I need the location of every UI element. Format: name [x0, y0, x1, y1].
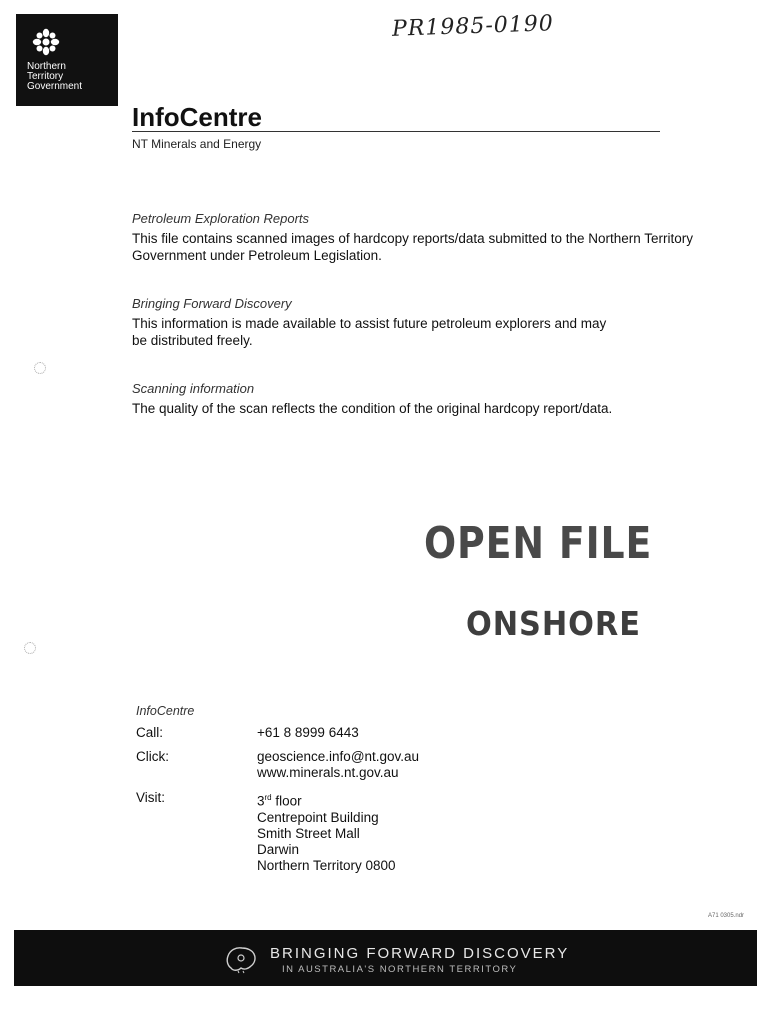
address-line: Centrepoint Building: [257, 809, 379, 825]
section-body-bringing-forward: [132, 315, 606, 349]
logo-line: Government: [27, 81, 83, 92]
section-body-scanning: [132, 400, 612, 417]
email-link[interactable]: geoscience.info@nt.gov.au: [257, 749, 420, 764]
footer-tagline: BRINGING FORWARD DISCOVERY: [270, 945, 570, 962]
handwritten-reference: PR1985-0190: [391, 11, 555, 42]
visit-address: [257, 790, 396, 874]
open-file-stamp: OPEN FILE: [424, 518, 653, 569]
address-line: Northern Territory 0800: [257, 857, 396, 873]
section-heading-petroleum-reports: Petroleum Exploration Reports: [132, 211, 310, 226]
page-subtitle: NT Minerals and Energy: [132, 137, 262, 151]
website-link[interactable]: www.minerals.nt.gov.au: [257, 765, 399, 780]
address-floor: 3rd floor: [257, 793, 302, 809]
body-line: This file contains scanned images of hardcopy reports/data submitted to the Northern Territory: [132, 231, 694, 246]
visit-label: Visit:: [136, 790, 166, 805]
contact-heading: InfoCentre: [136, 704, 195, 718]
document-code: A71 0305.ndr: [708, 913, 745, 919]
call-label: Call:: [136, 725, 164, 740]
logo-text: [27, 62, 82, 92]
body-line: Government under Petroleum Legislation.: [132, 248, 382, 263]
nt-government-logo: [16, 14, 118, 106]
title-divider: [132, 131, 660, 132]
address-line: Darwin: [257, 841, 300, 857]
section-heading-scanning: Scanning information: [132, 381, 255, 396]
australia-map-icon: [224, 944, 258, 974]
logo-line: Territory: [27, 71, 64, 82]
body-line: be distributed freely.: [132, 333, 253, 348]
scan-artifact: [34, 362, 46, 374]
section-heading-bringing-forward: Bringing Forward Discovery: [132, 296, 292, 311]
address-line: Smith Street Mall: [257, 825, 360, 841]
page-title: InfoCentre: [132, 102, 262, 132]
footer-subtagline: IN AUSTRALIA'S NORTHERN TERRITORY: [282, 964, 518, 975]
onshore-stamp: ONSHORE: [466, 604, 641, 643]
body-line: This information is made available to assist future petroleum explorers and may: [132, 316, 607, 331]
body-line: The quality of the scan reflects the condition of the original hardcopy report/data.: [132, 401, 613, 416]
phone-number[interactable]: +61 8 8999 6443: [257, 725, 359, 740]
logo-line: Northern: [27, 61, 66, 72]
click-values: [257, 749, 419, 781]
scan-artifact: [24, 642, 36, 654]
flower-emblem-icon: [32, 28, 60, 56]
section-body-petroleum-reports: [132, 230, 693, 264]
click-label: Click:: [136, 749, 169, 764]
footer-banner: [14, 930, 757, 986]
